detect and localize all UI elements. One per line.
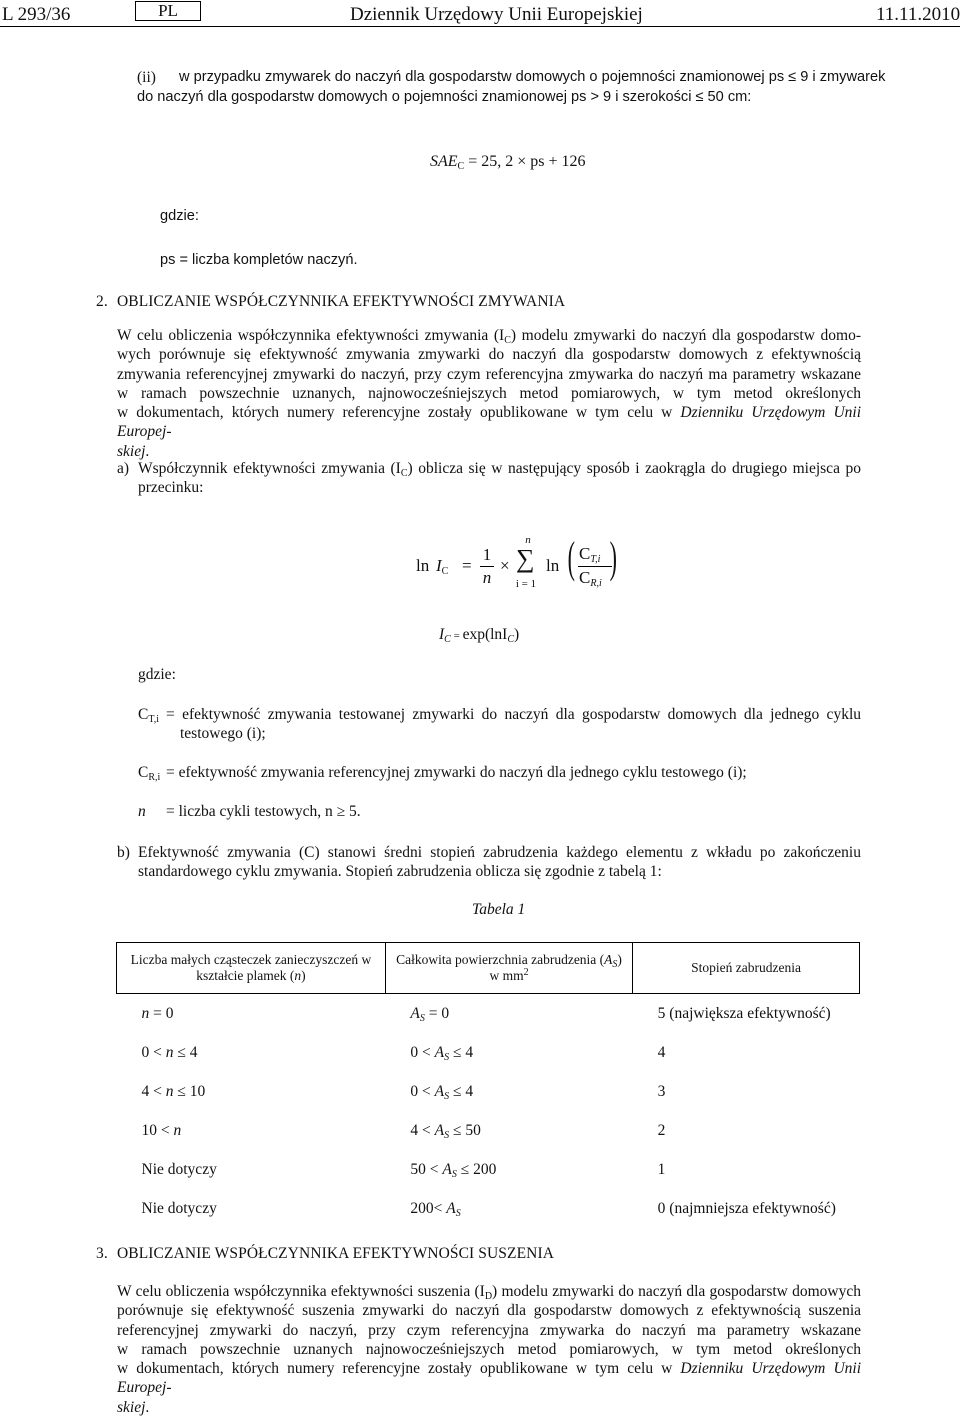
- table-cell-area: $A_S = 0$: [410, 1004, 450, 1024]
- para3-line6-italic: skiej: [117, 1398, 146, 1416]
- page-reference: L 293/36: [2, 4, 71, 25]
- item-a-label: a): [117, 460, 130, 477]
- section-2-number: 2.: [96, 293, 108, 310]
- para2-line6-italic: skiej: [117, 442, 146, 460]
- table-cell-degree: 4: [657, 1043, 666, 1061]
- table-row: [117, 1033, 860, 1072]
- formula-sum-bottom: i = 1: [515, 578, 537, 590]
- para3-line5-italic: Dzienniku Urzędowym Unii Europej-: [117, 1360, 861, 1397]
- formula-exp: [439, 625, 519, 646]
- table-caption: [472, 900, 525, 919]
- table-caption-text: Tabela 1: [472, 901, 526, 918]
- formula-ratio-bar: [578, 566, 612, 567]
- section-3-number: 3.: [96, 1245, 108, 1262]
- formula-sae: [430, 153, 586, 171]
- table-row: [117, 1189, 860, 1228]
- table-cell-degree: 3: [657, 1082, 666, 1100]
- para3-line1-sub: D: [484, 1291, 493, 1302]
- para2-line1-rest: ) modelu zmywarki do naczyń dla gospodarstw domo-: [510, 327, 861, 344]
- formula-n: n: [482, 568, 492, 587]
- para2-line1-sub: C: [504, 335, 511, 346]
- formula-ct: C: [579, 544, 591, 563]
- para2-line6: .: [145, 442, 150, 460]
- item-a-line2: przecinku:: [138, 479, 204, 497]
- table-cell-particles: 4 < n ≤ 10: [141, 1082, 206, 1100]
- def-n-text: = liczba cykli testowych, n ≥ 5.: [166, 803, 361, 820]
- table-row: [117, 1111, 860, 1150]
- formula-sae-lhs: SAE: [430, 153, 458, 170]
- def-ct-sym: C: [138, 706, 149, 723]
- def-cr-symbol: [138, 763, 160, 782]
- item-ii-label: (ii): [137, 69, 156, 86]
- para2-line5: w dokumentach, których numery referencyjne zostały opublikowane w tym celu w: [117, 404, 673, 422]
- formula-open-paren: (: [567, 533, 575, 582]
- table-header-particles: Liczba małych cząsteczek zanieczyszczeń w kształcie plamek (n): [117, 943, 386, 994]
- para2-line2: wych porównuje się efektywność zmywania zmywarki do naczyń dla gospodarstw domowych z efektywnością: [117, 346, 861, 364]
- table-header-area: Całkowita powierzchnia zabrudzenia $(A_S)$ w $mm^2$: [385, 943, 632, 994]
- para3-line4: w ramach powszechnie uznanych najnowocześniejszych metod pomiarowych, w tym metod określonych: [117, 1340, 861, 1358]
- soiling-table: [116, 942, 860, 1228]
- item-a-line1-rest: ) oblicza się w następujący sposób i zaokrągla do drugiego miejsca po: [407, 460, 861, 477]
- def-n-sym: n: [138, 803, 146, 820]
- formula-ic: I: [436, 556, 442, 575]
- formula-exp-rhs: exp(lnI: [462, 626, 508, 643]
- formula-equals: =: [462, 556, 472, 575]
- table-cell-particles: 0 < n ≤ 4: [141, 1043, 198, 1061]
- formula-ic-sub: C: [441, 566, 449, 577]
- para3-line1-rest: ) modelu zmywarki do naczyń dla gospodarstw domowych: [492, 1283, 861, 1300]
- def-cr-sym: C: [138, 764, 149, 781]
- item-b-line1: Efektywność zmywania (C) stanowi średni stopień zabrudzenia każdego elementu z wkładu po zakończeniu: [138, 844, 861, 861]
- formula-one: 1: [482, 545, 492, 564]
- para3-line6: .: [145, 1398, 150, 1416]
- table-cell-degree: 2: [657, 1121, 666, 1139]
- table-row: [117, 1150, 860, 1189]
- formula-sae-lhs-sub: C: [457, 161, 465, 172]
- formula-sum-sign: ∑: [516, 544, 535, 573]
- table-cell-particles: Nie dotyczy: [141, 1160, 217, 1178]
- item-a-line1-sub: C: [400, 468, 408, 479]
- item-ii-line1: w przypadku zmywarek do naczyń dla gospodarstw domowych o pojemności znamionowej ps ≤ 9 i zmywarek: [179, 69, 886, 85]
- formula-ln: ln: [416, 556, 430, 575]
- def-ct-line2: testowego (i);: [180, 725, 266, 743]
- table-cell-particles: 10 < n: [141, 1121, 182, 1139]
- journal-title: Dziennik Urzędowy Unii Europejskiej: [350, 4, 643, 25]
- def-n-symbol: [138, 802, 146, 821]
- table-cell-degree: 0 (najmniejsza efektywność): [657, 1199, 836, 1217]
- formula-sum-top: n: [525, 534, 531, 546]
- table-cell-area: $0 < A_S \le 4$: [410, 1082, 474, 1102]
- para3-line1: W celu obliczenia współczynnika efektywności suszenia (I: [117, 1283, 485, 1300]
- para3-line5: w dokumentach, których numery referencyjne zostały opublikowane w tym celu w: [117, 1360, 673, 1378]
- para3-line2: porównuje się efektywność suszenia zmywarki do naczyń dla gospodarstw domowych z efektywnością suszenia: [117, 1302, 861, 1320]
- para2-line1: W celu obliczenia współczynnika efektywności zmywania (I: [117, 327, 505, 344]
- table-cell-particles: n = 0: [141, 1004, 174, 1022]
- def-ct-text: [166, 705, 861, 744]
- formula-exp-eq: =: [450, 630, 463, 642]
- definition-ps: ps = liczba kompletów naczyń.: [160, 252, 358, 268]
- formula-exp-ic-sub: C: [444, 634, 451, 645]
- table-row: [117, 994, 860, 1034]
- def-ct-symbol: [138, 705, 159, 724]
- item-b-text: [138, 843, 861, 882]
- para2-line5-italic: Dzienniku Urzędowym Unii Europej-: [117, 404, 861, 441]
- table-header-row: [117, 943, 860, 994]
- table-cell-area: $4 < A_S \le 50$: [410, 1121, 481, 1141]
- table-cell-area: $0 < A_S \le 4$: [410, 1043, 474, 1063]
- section-3-paragraph: [117, 1282, 861, 1417]
- def-ct-line1: = efektywność zmywania testowanej zmywarki do naczyń dla gospodarstw domowych dla jednego cyklu: [166, 706, 861, 723]
- formula-fraction-bar: [480, 566, 494, 567]
- formula-ln2: ln: [546, 556, 560, 575]
- def-ct-sub: T,i: [148, 714, 159, 725]
- table-cell-area: $50 < A_S \le 200$: [410, 1160, 497, 1180]
- formula-exp-rhs-sub: C: [507, 634, 514, 645]
- item-a-text: [138, 459, 861, 498]
- para2-line3: zmywania referencyjnej zmywarki do naczyń, przy czym referencyjna zmywarka do naczyń ma parametry wskazane: [117, 365, 861, 383]
- table-cell-degree: 1: [657, 1160, 666, 1178]
- gdzie-label-1: gdzie:: [160, 208, 199, 224]
- gdzie-label-2: gdzie:: [138, 666, 176, 683]
- para3-line3: referencyjnej zmywarki do naczyń, przy czym referencyjna zmywarka do naczyń ma parametry wskazane: [117, 1321, 861, 1339]
- language-badge: PL: [135, 1, 201, 21]
- def-cr-sub: R,i: [148, 772, 161, 783]
- table-cell-area: $200< A_S$: [410, 1199, 461, 1219]
- item-a-line1: Współczynnik efektywności zmywania (I: [138, 460, 401, 477]
- section-3-title: OBLICZANIE WSPÓŁCZYNNIKA EFEKTYWNOŚCI SUSZENIA: [117, 1245, 555, 1262]
- table-row: [117, 1072, 860, 1111]
- formula-times: ×: [500, 556, 510, 575]
- header-rule: [0, 26, 960, 27]
- section-2-paragraph: [117, 326, 861, 461]
- formula-cr-sub: R,i: [590, 578, 602, 589]
- formula-close-paren: ): [609, 533, 617, 582]
- formula-ct-sub: T,i: [590, 554, 601, 565]
- formula-cr: C: [579, 568, 591, 587]
- def-cr-text: = efektywność zmywania referencyjnej zmywarki do naczyń dla jednego cyklu testowego (i);: [166, 764, 747, 781]
- item-ii-line2: do naczyń dla gospodarstw domowych o pojemności znamionowej ps > 9 i szerokości ≤ 50 cm:: [137, 89, 752, 105]
- table-cell-particles: Nie dotyczy: [141, 1199, 217, 1217]
- formula-exp-ic: I: [439, 626, 445, 643]
- publication-date: 11.11.2010: [876, 4, 960, 25]
- formula-exp-close: ): [514, 626, 520, 643]
- para2-line4: w ramach powszechnie uznanych, najnowocześniejszych metod pomiarowych, w tym metod określonych: [117, 384, 861, 402]
- item-b-line2: standardowego cyklu zmywania. Stopień zabrudzenia oblicza się zgodnie z tabelą 1:: [138, 863, 662, 881]
- formula-sae-rhs: = 25, 2 × ps + 126: [464, 153, 586, 170]
- table-cell-degree: 5 (największa efektywność): [657, 1004, 831, 1022]
- table-header-degree: Stopień zabrudzenia: [633, 943, 860, 994]
- item-b-label: b): [117, 844, 130, 861]
- section-2-title: OBLICZANIE WSPÓŁCZYNNIKA EFEKTYWNOŚCI ZMYWANIA: [117, 293, 566, 310]
